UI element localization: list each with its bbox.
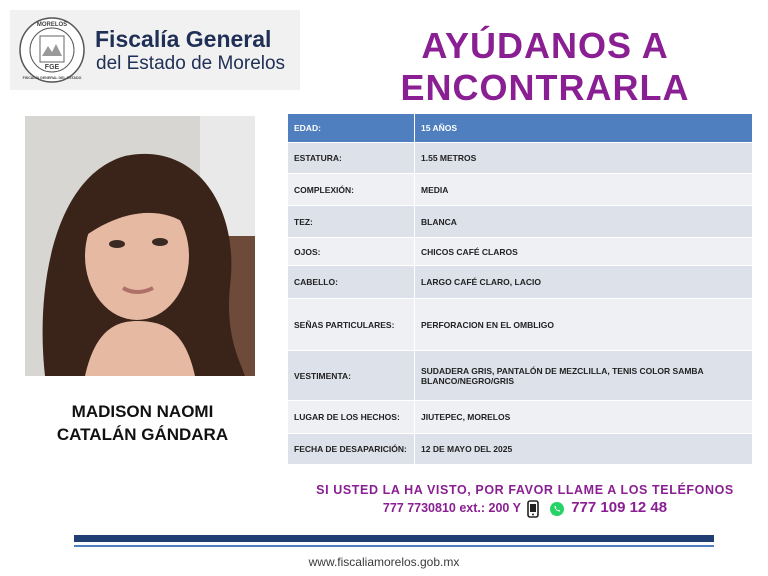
missing-person-photo <box>25 116 255 376</box>
detail-row-age <box>288 114 753 143</box>
headline-line1: AYÚDANOS A <box>421 25 669 66</box>
whatsapp-icon <box>549 501 565 517</box>
detail-value: CHICOS CAFÉ CLAROS <box>415 238 753 266</box>
detail-row-build <box>288 174 753 206</box>
phone-number-mobile: 777 109 12 48 <box>571 499 668 516</box>
person-name <box>25 400 260 446</box>
detail-label: COMPLEXIÓN: <box>288 174 415 206</box>
detail-value: LARGO CAFÉ CLARO, LACIO <box>415 266 753 299</box>
detail-label: ESTATURA: <box>288 143 415 174</box>
detail-label: SEÑAS PARTICULARES: <box>288 299 415 351</box>
detail-row-clothing <box>288 351 753 401</box>
person-name-line1: MADISON NAOMI <box>71 402 214 421</box>
seal-top-text: MORELOS <box>36 22 68 28</box>
detail-row-marks <box>288 299 753 351</box>
detail-label: VESTIMENTA: <box>288 351 415 401</box>
portrait-illustration <box>25 116 255 376</box>
detail-row-height <box>288 143 753 174</box>
seal-bottom-text: FISCALÍA GENERAL DEL ESTADO <box>22 76 82 80</box>
person-name-line2: CATALÁN GÁNDARA <box>56 425 229 444</box>
detail-value: JIUTEPEC, MORELOS <box>415 401 753 434</box>
headline-line2: ENCONTRARLA <box>400 67 690 108</box>
detail-value: 1.55 METROS <box>415 143 753 174</box>
detail-row-skin <box>288 206 753 238</box>
footer-divider <box>74 535 714 542</box>
phone-number-office: 777 7730810 ext.: 200 Y <box>382 501 521 515</box>
detail-value: PERFORACION EN EL OMBLIGO <box>415 299 753 351</box>
detail-label: FECHA DE DESAPARICIÓN: <box>288 434 415 465</box>
detail-label: EDAD: <box>288 114 415 143</box>
org-name: Fiscalía General <box>95 26 272 52</box>
seal-mark: FGE <box>44 64 60 71</box>
detail-label: OJOS: <box>288 238 415 266</box>
website-url: www.fiscaliamorelos.gob.mx <box>308 555 460 569</box>
detail-row-hair <box>288 266 753 299</box>
detail-label: CABELLO: <box>288 266 415 299</box>
detail-value: BLANCA <box>415 206 753 238</box>
detail-value: 12 DE MAYO DEL 2025 <box>415 434 753 465</box>
details-table <box>287 113 753 465</box>
logo-box <box>10 10 300 90</box>
detail-label: TEZ: <box>288 206 415 238</box>
contact-phones <box>280 499 768 518</box>
detail-row-date <box>288 434 753 465</box>
headline <box>360 25 730 109</box>
contact-instruction: SI USTED LA HA VISTO, POR FAVOR LLAME A LOS TELÉFONOS <box>316 483 734 497</box>
mobile-phone-icon <box>527 500 539 518</box>
detail-value: 15 AÑOS <box>415 114 753 143</box>
fge-seal-icon <box>18 16 86 84</box>
detail-value: MEDIA <box>415 174 753 206</box>
detail-row-eyes <box>288 238 753 266</box>
org-subtitle: del Estado de Morelos <box>96 53 286 74</box>
footer-divider-thin <box>74 545 714 547</box>
detail-label: LUGAR DE LOS HECHOS: <box>288 401 415 434</box>
detail-value: SUDADERA GRIS, PANTALÓN DE MEZCLILLA, TENIS COLOR SAMBA BLANCO/NEGRO/GRIS <box>415 351 753 401</box>
detail-row-location <box>288 401 753 434</box>
